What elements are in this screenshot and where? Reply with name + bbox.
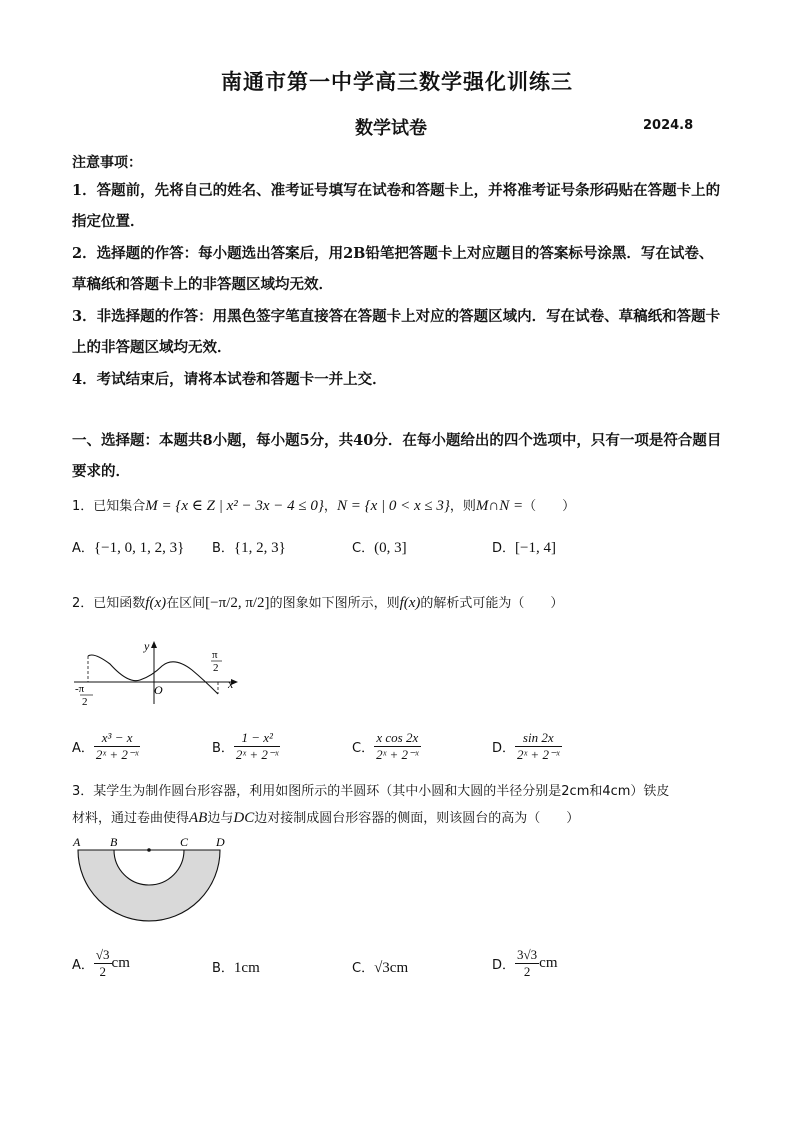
q1-option-b[interactable] [212, 537, 286, 557]
option-value: [−1, 4] [515, 540, 556, 556]
section-heading: 一、选择题：本题共8小题，每小题5分，共40分．在每小题给出的四个选项中，只有一项是符合题目要求的． [72, 432, 722, 480]
option-label: D． [492, 958, 516, 973]
note-item-3: 3．非选择题的作答：用黑色签字笔直接答在答题卡上对应的答题区域内．写在试卷、草稿纸和答题卡上的非答题区域均无效． [72, 308, 721, 356]
option-value: 1cm [233, 960, 260, 976]
option-label: D． [492, 741, 516, 756]
q2-fx: f(x) [145, 595, 167, 611]
fraction-numerator: 3√3 [517, 947, 538, 962]
option-value: √3cm [374, 960, 409, 976]
option-fraction [515, 947, 539, 980]
q3-option-c[interactable] [352, 957, 408, 977]
q2-option-c[interactable] [352, 730, 421, 763]
point-c-label: C [180, 835, 189, 849]
point-d-label: D [216, 835, 225, 849]
q3-line2-a: 材料，通过卷曲使得 [72, 811, 190, 826]
q1-sep: ， [323, 499, 337, 514]
option-label: D． [492, 541, 516, 556]
semi-annulus [78, 850, 220, 921]
q1-set-m: M = {x ∈ Z | x² − 3x − 4 ≤ 0} [145, 498, 324, 514]
note-item-2: 2．选择题的作答：每小题选出答案后，用2B铅笔把答题卡上对应题目的答案标号涂黑．写在试卷、草稿纸和答题卡上的非答题区域均无效． [72, 245, 714, 293]
question-1 [72, 493, 732, 520]
q1-suffix-pre: ，则 [449, 499, 476, 514]
exam-date: 2024.8 [643, 118, 694, 133]
fraction-numerator: x cos 2x [374, 730, 420, 747]
x-label: x [228, 677, 234, 691]
fraction-denominator: 2ˣ + 2⁻ˣ [376, 747, 419, 762]
option-label: B． [212, 961, 234, 976]
q3-dc: DC [233, 810, 255, 826]
fraction-numerator: √3 [95, 947, 110, 962]
neg-pi-half-den: 2 [82, 696, 88, 708]
q1-option-a[interactable] [72, 537, 184, 557]
q1-suffix: （ ） [523, 499, 576, 514]
page-subtitle: 数学试卷 [355, 118, 427, 139]
page-title: 南通市第一中学高三数学强化训练三 [221, 69, 573, 94]
q3-option-b[interactable] [212, 957, 260, 977]
option-label: A． [72, 958, 94, 973]
option-label: B． [212, 541, 234, 556]
option-unit: cm [539, 955, 558, 971]
q3-line2-b: 边与 [207, 811, 234, 826]
function-curve [88, 655, 218, 694]
option-fraction [94, 947, 112, 980]
q1-option-c[interactable] [352, 537, 407, 557]
q2-option-a[interactable] [72, 730, 140, 763]
q1-set-n: N = {x | 0 < x ≤ 3} [336, 498, 450, 514]
question-2 [72, 590, 732, 617]
q3-option-a[interactable] [72, 947, 130, 980]
fraction-denominator: 2ˣ + 2⁻ˣ [235, 747, 279, 762]
pi-half-num: π [212, 649, 218, 661]
note-item-4: 4．考试结束后，请将本试卷和答题卡一并上交． [72, 371, 387, 388]
question-3-line-2 [72, 805, 732, 832]
fraction-denominator: 2 [523, 964, 531, 979]
fraction-numerator: x³ − x [94, 730, 140, 747]
q2-interval: [−π/2, π/2] [205, 595, 270, 611]
option-value: {1, 2, 3} [233, 540, 286, 556]
q3-ab: AB [189, 810, 208, 826]
q2-suffix: 的解析式可能为（ ） [420, 596, 564, 611]
q2-option-d[interactable] [492, 730, 562, 763]
q3-line2-c: 边对接制成圆台形容器的侧面，则该圆台的高为（ ） [254, 811, 580, 826]
q2-option-b[interactable] [212, 730, 280, 763]
center-dot [147, 848, 151, 852]
option-fraction [234, 730, 280, 763]
y-axis-arrow [151, 641, 157, 648]
point-a-label: A [73, 835, 81, 849]
option-fraction [515, 730, 561, 763]
pi-half-den: 2 [213, 662, 219, 674]
q2-prefix: 2．已知函数 [72, 596, 146, 611]
q2-mid2: 的图象如下图所示，则 [269, 596, 400, 611]
q2-fx2: f(x) [399, 595, 421, 611]
option-label: C． [352, 541, 375, 556]
question-3-line-1: 3．某学生为制作圆台形容器，利用如图所示的半圆环（其中小圆和大圆的半径分别是2cm和4cm）铁皮 [72, 784, 670, 799]
q2-mid1: 在区间 [166, 596, 206, 611]
fraction-denominator: 2ˣ + 2⁻ˣ [517, 747, 560, 762]
y-label: y [144, 639, 150, 653]
fraction-numerator: 1 − x² [234, 730, 280, 747]
option-fraction [94, 730, 140, 763]
fraction-denominator: 2 [99, 964, 106, 979]
q1-option-d[interactable] [492, 537, 556, 557]
point-b-label: B [110, 835, 118, 849]
option-label: A． [72, 741, 94, 756]
option-unit: cm [111, 955, 130, 971]
q2-function-graph [70, 638, 245, 708]
option-label: B． [212, 741, 234, 756]
neg-pi-half-num: -π [75, 683, 85, 695]
option-value: {−1, 0, 1, 2, 3} [93, 540, 185, 556]
notes-heading: 注意事项： [72, 155, 142, 171]
option-value: (0, 3] [374, 540, 407, 556]
option-label: A． [72, 541, 94, 556]
fraction-numerator: sin 2x [515, 730, 561, 747]
note-item-1: 1．答题前，先将自己的姓名、准考证号填写在试卷和答题卡上，并将准考证号条形码贴在答题卡上的指定位置． [72, 182, 721, 230]
q3-option-d[interactable] [492, 947, 557, 980]
option-label: C． [352, 741, 375, 756]
option-fraction [374, 730, 420, 763]
fraction-denominator: 2ˣ + 2⁻ˣ [95, 747, 139, 762]
q1-prefix: 1．已知集合 [72, 499, 146, 514]
q1-expr: M∩N = [475, 498, 524, 514]
q3-semi-annulus-figure [70, 834, 230, 926]
origin-label: O [154, 683, 163, 697]
option-label: C． [352, 961, 375, 976]
